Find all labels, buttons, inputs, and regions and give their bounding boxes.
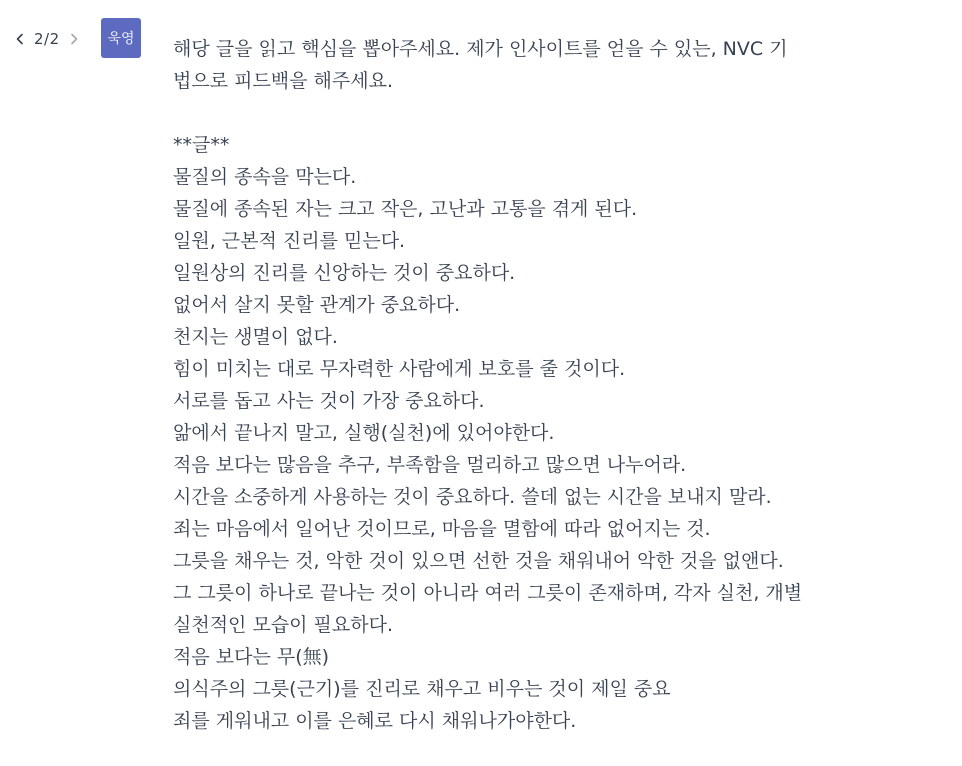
prompt-line: 법으로 피드백을 해주세요.	[173, 70, 394, 92]
body-line: 적음 보다는 많음을 추구, 부족함을 멀리하고 많으면 나누어라.	[173, 454, 687, 476]
body-line: 그릇을 채우는 것, 악한 것이 있으면 선한 것을 채워내어 악한 것을 없앤다.	[173, 550, 784, 572]
prompt-line: 해당 글을 읽고 핵심을 뽑아주세요. 제가 인사이트를 얻을 수 있는, NVC 기	[173, 38, 788, 60]
body-line: 그 그릇이 하나로 끝나는 것이 아니라 여러 그릇이 존재하며, 각자 실천, 개별	[173, 582, 803, 604]
body-line: 시간을 소중하게 사용하는 것이 중요하다. 쓸데 없는 시간을 보내지 말라.	[173, 486, 772, 508]
user-message	[173, 33, 803, 737]
version-separator: /	[44, 30, 50, 48]
body-line: 의식주의 그릇(근기)를 진리로 채우고 비우는 것이 제일 중요	[173, 678, 671, 700]
message-heading: **글**	[173, 134, 230, 156]
user-avatar: 욱영	[101, 18, 141, 58]
body-line: 물질의 종속을 막는다.	[173, 166, 357, 188]
body-line: 서로를 돕고 사는 것이 가장 중요하다.	[173, 390, 485, 412]
version-current: 2	[34, 30, 45, 48]
body-line: 일원, 근본적 진리를 믿는다.	[173, 230, 406, 252]
version-total: 2	[49, 30, 60, 48]
blank-line	[173, 97, 793, 129]
body-line: 앎에서 끝나지 말고, 실행(실천)에 있어야한다.	[173, 422, 555, 444]
body-line: 없어서 살지 못할 관계가 중요하다.	[173, 294, 461, 316]
body-line: 힘이 미치는 대로 무자력한 사람에게 보호를 줄 것이다.	[173, 358, 626, 380]
version-counter	[34, 30, 60, 48]
chevron-left-icon[interactable]	[12, 31, 28, 47]
body-line: 일원상의 진리를 신앙하는 것이 중요하다.	[173, 262, 516, 284]
body-line: 적음 보다는 무(無)	[173, 646, 330, 668]
body-line: 실천적인 모습이 필요하다.	[173, 614, 394, 636]
chevron-right-icon[interactable]	[66, 31, 82, 47]
message-version-pager	[12, 28, 82, 50]
body-line: 천지는 생멸이 없다.	[173, 326, 338, 348]
body-line: 죄는 마음에서 일어난 것이므로, 마음을 멸함에 따라 없어지는 것.	[173, 518, 711, 540]
body-line: 물질에 종속된 자는 크고 작은, 고난과 고통을 겪게 된다.	[173, 198, 638, 220]
body-line: 죄를 게워내고 이를 은혜로 다시 채워나가야한다.	[173, 710, 577, 732]
